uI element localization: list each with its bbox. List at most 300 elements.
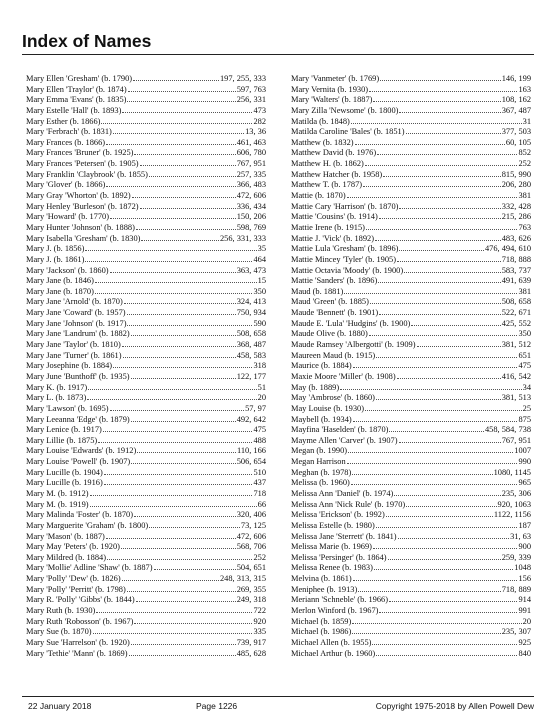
entry-pages: 416, 542 (501, 371, 531, 381)
dot-leader (399, 208, 500, 209)
dot-leader (90, 495, 253, 496)
entry-name: Mary May 'Peters' (b. 1920) (26, 542, 120, 552)
entry-pages: 583, 737 (501, 265, 531, 275)
entry-name: Mattie J. 'Vick' (b. 1892) (291, 233, 374, 243)
dot-leader (123, 357, 236, 358)
entry-name: Maxie Moore 'Miller' (b. 1908) (291, 371, 396, 381)
entry-pages: 472, 606 (236, 191, 266, 201)
index-entry (291, 510, 531, 521)
entry-name: Mary Ruth 'Robosson' (b. 1967) (26, 616, 134, 626)
dot-leader (107, 559, 252, 560)
entry-pages: 875 (518, 414, 531, 424)
dot-leader (149, 176, 236, 177)
index-entry (26, 106, 266, 117)
entry-name: Melissa Ann 'Daniel' (b. 1974) (291, 488, 394, 498)
dot-leader (98, 442, 252, 443)
index-entry (291, 446, 531, 457)
dot-leader (85, 261, 252, 262)
entry-pages: 722 (253, 606, 266, 616)
index-entry (26, 170, 266, 181)
entry-name: Mary Lenice (b. 1917) (26, 425, 102, 435)
index-entry (26, 404, 266, 415)
entry-pages: 367, 487 (501, 105, 531, 115)
dot-leader (352, 633, 500, 634)
dot-leader (133, 80, 219, 81)
entry-pages: 767, 951 (236, 159, 266, 169)
index-entry (26, 585, 266, 596)
entry-pages: 73, 125 (240, 520, 266, 530)
entry-name: Mary R. 'Polly' 'Gibbs' (b. 1844) (26, 595, 135, 605)
footer-divider (22, 696, 534, 697)
entry-pages: 66 (257, 499, 266, 509)
index-entry (26, 74, 266, 85)
index-entry (291, 170, 531, 181)
dot-leader (348, 452, 513, 453)
index-entry (26, 457, 266, 468)
entry-name: Mary Ellen 'Traylor' (b. 1874) (26, 84, 127, 94)
entry-pages: 488 (253, 435, 266, 445)
entry-name: Megan Harrison (291, 457, 346, 467)
dot-leader (131, 378, 236, 379)
entry-pages: 269, 355 (236, 584, 266, 594)
index-entry (291, 202, 531, 213)
entry-pages: 464 (253, 254, 266, 264)
entry-name: Meniphee (b. 1913) (291, 584, 358, 594)
entry-pages: 651 (518, 350, 531, 360)
entry-name: Mary Vernita (b. 1930) (291, 84, 369, 94)
index-entry (291, 532, 531, 543)
entry-name: Melissa Ann 'Nick Rule' (b. 1970) (291, 499, 406, 509)
entry-name: Mary 'Howard' (b. 1770) (26, 212, 110, 222)
index-entry (291, 489, 531, 500)
entry-pages: 20 (522, 616, 531, 626)
index-entry (26, 649, 266, 660)
entry-name: Mary Josephine (b. 1884) (26, 361, 113, 371)
index-entry (291, 361, 531, 372)
entry-pages: 508, 658 (501, 297, 531, 307)
dot-leader (101, 123, 252, 124)
entry-name: Mary June 'Bunthoff' (b. 1935) (26, 371, 130, 381)
dot-leader (389, 431, 483, 432)
dot-leader (383, 176, 501, 177)
index-entry (291, 117, 531, 128)
dot-leader (372, 644, 517, 645)
index-entry (26, 510, 266, 521)
index-entry (291, 234, 531, 245)
dot-leader (154, 569, 236, 570)
entry-name: Michael (b. 1986) (291, 627, 352, 637)
entry-pages: 335 (253, 627, 266, 637)
entry-name: Mary Mildred (b. 1884) (26, 552, 107, 562)
entry-name: Mary 'Glover' (b. 1866) (26, 180, 106, 190)
index-entry (291, 542, 531, 553)
index-entry (291, 606, 531, 617)
index-entry (291, 95, 531, 106)
entry-pages: 510 (253, 467, 266, 477)
entry-pages: 60, 105 (505, 137, 531, 147)
entry-pages: 318 (253, 361, 266, 371)
entry-name: Mary 'Tethie' 'Mann' (b. 1869) (26, 648, 128, 658)
entry-pages: 492, 642 (236, 414, 266, 424)
entry-pages: 900 (518, 542, 531, 552)
dot-leader (353, 367, 518, 368)
dot-leader (122, 346, 236, 347)
entry-name: Mary 'Jackson' (b. 1860) (26, 265, 109, 275)
dot-leader (379, 612, 517, 613)
dot-leader (136, 601, 236, 602)
entry-name: Matilda Caroline 'Bales' (b. 1851) (291, 127, 405, 137)
dot-leader (106, 144, 236, 145)
entry-name: Maurice (b. 1884) (291, 361, 352, 371)
index-entry (26, 223, 266, 234)
dot-leader (406, 133, 501, 134)
entry-pages: 508, 658 (236, 329, 266, 339)
index-entry (291, 340, 531, 351)
dot-leader (149, 527, 240, 528)
dot-leader (398, 538, 509, 539)
index-entry (291, 319, 531, 330)
entry-pages: 256, 331, 333 (219, 233, 266, 243)
dot-leader (90, 506, 257, 507)
entry-name: Mary Malinda 'Foster' (b. 1870) (26, 510, 133, 520)
index-entry (291, 372, 531, 383)
entry-pages: 156 (518, 574, 531, 584)
index-entry (26, 329, 266, 340)
entry-pages: 1080, 1145 (493, 467, 531, 477)
dot-leader (351, 484, 518, 485)
index-entry (26, 489, 266, 500)
entry-pages: 598, 769 (236, 222, 266, 232)
dot-leader (365, 165, 518, 166)
dot-leader (128, 91, 236, 92)
entry-name: Mary L. (b. 1873) (26, 393, 87, 403)
entry-name: Mary Henley 'Burleson' (b. 1872) (26, 201, 139, 211)
index-entry (291, 127, 531, 138)
dot-leader (104, 474, 253, 475)
title-divider (22, 54, 534, 55)
entry-pages: 252 (253, 552, 266, 562)
entry-pages: 491, 639 (501, 276, 531, 286)
dot-leader (380, 80, 501, 81)
entry-pages: 925 (518, 637, 531, 647)
entry-name: Meriann 'Schneble' (b. 1966) (291, 595, 388, 605)
dot-leader (113, 133, 244, 134)
entry-pages: 483, 626 (501, 233, 531, 243)
index-entry (26, 244, 266, 255)
entry-pages: 590 (253, 318, 266, 328)
dot-leader (344, 293, 517, 294)
entry-pages: 920, 1063 (497, 499, 531, 509)
entry-name: Mary J. (b. 1856) (26, 244, 85, 254)
index-entry (26, 319, 266, 330)
dot-leader (358, 591, 500, 592)
index-entry (291, 627, 531, 638)
dot-leader (394, 495, 500, 496)
index-entry (26, 372, 266, 383)
entry-pages: 461, 463 (236, 137, 266, 147)
entry-pages: 248, 313, 315 (219, 574, 266, 584)
entry-name: Mary Lucille (b. 1916) (26, 478, 103, 488)
index-entry (291, 223, 531, 234)
entry-pages: 324, 413 (236, 297, 266, 307)
entry-pages: 475 (518, 361, 531, 371)
dot-leader (389, 601, 517, 602)
entry-name: Mary Marguerite 'Graham' (b. 1800) (26, 520, 149, 530)
dot-leader (352, 623, 521, 624)
dot-leader (110, 218, 236, 219)
entry-pages: 122, 177 (236, 371, 266, 381)
entry-pages: 473 (253, 105, 266, 115)
index-entry (26, 308, 266, 319)
dot-leader (399, 250, 483, 251)
entry-pages: 259, 339 (501, 552, 531, 562)
entry-name: Mattie (b. 1870) (291, 191, 346, 201)
entry-pages: 840 (518, 648, 531, 658)
entry-name: Melvina (b. 1861) (291, 574, 352, 584)
dot-leader (417, 346, 501, 347)
index-entry (291, 595, 531, 606)
entry-name: Mary Frances 'Petersen' (b. 1905) (26, 159, 139, 169)
entry-name: Melissa Renee (b. 1983) (291, 563, 373, 573)
entry-name: Mayme Allen 'Carver' (b. 1907) (291, 435, 398, 445)
entry-name: Melissa Marie (b. 1969) (291, 542, 372, 552)
dot-leader (132, 197, 236, 198)
entry-name: Mary 'Ferbrach' (b. 1831) (26, 127, 112, 137)
entry-name: Mary Jane (b. 1870) (26, 286, 94, 296)
dot-leader (404, 272, 501, 273)
index-entry (26, 212, 266, 223)
entry-name: Mattie 'Sanders' (b. 1896) (291, 276, 378, 286)
entry-pages: 381 (518, 286, 531, 296)
index-entry (26, 553, 266, 564)
entry-pages: 31, 63 (510, 531, 531, 541)
dot-leader (369, 91, 517, 92)
footer-copyright: Copyright 1975-2018 by Allen Powell Dew (375, 701, 534, 711)
index-entry (26, 138, 266, 149)
entry-name: Melissa Jane 'Sterrett' (b. 1841) (291, 531, 397, 541)
entry-pages: 366, 483 (236, 180, 266, 190)
index-entry (291, 436, 531, 447)
dot-leader (340, 389, 521, 390)
entry-name: Mary Lucille (b. 1904) (26, 467, 103, 477)
entry-pages: 852 (518, 148, 531, 158)
entry-pages: 249, 318 (236, 595, 266, 605)
entry-pages: 1122, 1156 (493, 510, 531, 520)
index-entry (26, 383, 266, 394)
dot-leader (376, 527, 518, 528)
dot-leader (87, 399, 256, 400)
entry-name: Maybell (b. 1934) (291, 414, 352, 424)
index-entry (291, 500, 531, 511)
entry-name: May (b. 1889) (291, 382, 340, 392)
dot-leader (399, 112, 500, 113)
entry-pages: 25 (522, 403, 531, 413)
entry-pages: 504, 651 (236, 563, 266, 573)
entry-name: Matilda (b. 1848) (291, 116, 350, 126)
index-entry (26, 446, 266, 457)
entry-name: Matthew David (b. 1976) (291, 148, 377, 158)
entry-name: Mary Sue 'Harrelson' (b. 1920) (26, 637, 130, 647)
index-column-right (291, 74, 531, 659)
entry-pages: 187 (518, 520, 531, 530)
entry-pages: 20 (257, 393, 266, 403)
entry-name: Mary Jane 'Arnold' (b. 1870) (26, 297, 123, 307)
entry-pages: 485, 628 (236, 648, 266, 658)
entry-name: Matthew (b. 1832) (291, 137, 354, 147)
entry-name: Merlon Winford (b. 1967) (291, 606, 379, 616)
dot-leader (124, 303, 236, 304)
entry-name: Mary Hunter 'Johnson' (b. 1888) (26, 222, 135, 232)
entry-name: Mattie Lula 'Gresham' (b. 1896) (291, 244, 399, 254)
dot-leader (370, 303, 501, 304)
dot-leader (85, 250, 256, 251)
entry-name: Mary Isabella 'Gresham' (b. 1830) (26, 233, 141, 243)
entry-name: Mary 'Mason' (b. 1887) (26, 531, 105, 541)
index-entry (291, 351, 531, 362)
entry-pages: 920 (253, 616, 266, 626)
entry-name: Melissa Estelle (b. 1980) (291, 520, 375, 530)
entry-pages: 57, 97 (245, 403, 266, 413)
entry-pages: 146, 199 (501, 74, 531, 83)
dot-leader (351, 123, 522, 124)
index-entry (26, 574, 266, 585)
index-entry (26, 287, 266, 298)
index-entry (291, 329, 531, 340)
index-entry (26, 351, 266, 362)
entry-name: Mary Jane 'Coward' (b. 1957) (26, 308, 126, 318)
index-entry (291, 383, 531, 394)
entry-pages: 991 (518, 606, 531, 616)
dot-leader (96, 612, 252, 613)
entry-pages: 750, 934 (236, 308, 266, 318)
entry-name: Mary Jane 'Turner' (b. 1861) (26, 350, 122, 360)
entry-pages: 31 (522, 116, 531, 126)
entry-pages: 108, 162 (501, 95, 531, 105)
entry-name: Mary Estelle 'Hall' (b. 1893) (26, 105, 122, 115)
index-entry (291, 393, 531, 404)
page-title: Index of Names (22, 31, 152, 51)
index-entry (291, 180, 531, 191)
index-entry (26, 340, 266, 351)
dot-leader (376, 357, 517, 358)
index-entry (291, 425, 531, 436)
index-entry (291, 297, 531, 308)
index-entry (291, 574, 531, 585)
entry-name: Melissa (b. 1960) (291, 478, 350, 488)
dot-leader (374, 569, 513, 570)
dot-leader (127, 101, 235, 102)
dot-leader (397, 261, 501, 262)
entry-pages: 257, 335 (236, 169, 266, 179)
entry-name: Mary Ruth (b. 1930) (26, 606, 96, 616)
entry-name: Maude 'Bennett' (b. 1901) (291, 308, 379, 318)
dot-leader (122, 112, 252, 113)
index-entry (291, 148, 531, 159)
index-entry (291, 287, 531, 298)
dot-leader (378, 282, 500, 283)
entry-pages: 425, 552 (501, 318, 531, 328)
entry-pages: 965 (518, 478, 531, 488)
dot-leader (134, 154, 235, 155)
dot-leader (352, 474, 492, 475)
index-entry (26, 148, 266, 159)
dot-leader (134, 516, 236, 517)
entry-pages: 437 (253, 478, 266, 488)
index-entry (291, 404, 531, 415)
entry-pages: 150, 206 (236, 212, 266, 222)
dot-leader (375, 240, 501, 241)
index-entry (291, 244, 531, 255)
entry-name: Mary 'Mollie' Adline 'Shaw' (b. 1887) (26, 563, 153, 573)
dot-leader (131, 335, 236, 336)
entry-name: Mary Jane 'Taylor' (b. 1810) (26, 340, 121, 350)
dot-leader (406, 506, 496, 507)
entry-name: Maude Ramsey 'Albergotti' (b. 1909) (291, 340, 416, 350)
entry-name: Mary M. (b. 1912) (26, 488, 89, 498)
dot-leader (365, 410, 522, 411)
entry-pages: 718 (253, 488, 266, 498)
index-entry (291, 308, 531, 319)
entry-name: Mary M. (b. 1919) (26, 499, 89, 509)
dot-leader (131, 644, 236, 645)
dot-leader (110, 410, 244, 411)
entry-pages: 252 (518, 159, 531, 169)
entry-pages: 110, 166 (236, 446, 266, 456)
index-entry (26, 563, 266, 574)
entry-pages: 381, 512 (501, 340, 531, 350)
entry-pages: 256, 331 (236, 95, 266, 105)
index-entry (26, 627, 266, 638)
entry-pages: 13, 36 (245, 127, 266, 137)
entry-name: Mary K. (b. 1917) (26, 382, 88, 392)
entry-name: Maud (b. 1881) (291, 286, 344, 296)
index-entry (26, 95, 266, 106)
index-entry (26, 436, 266, 447)
entry-pages: 35 (257, 244, 266, 254)
entry-name: Mattie 'Cousins' (b. 1914) (291, 212, 378, 222)
entry-pages: 282 (253, 116, 266, 126)
entry-pages: 215, 286 (501, 212, 531, 222)
dot-leader (366, 229, 517, 230)
index-entry (26, 117, 266, 128)
entry-pages: 350 (518, 329, 531, 339)
entry-name: Mary Louise 'Powell' (b. 1907) (26, 457, 131, 467)
index-entry (291, 276, 531, 287)
entry-name: Mary Gray 'Whorton' (b. 1892) (26, 191, 131, 201)
entry-name: Maude Olive (b. 1880) (291, 329, 368, 339)
footer-date: 22 January 2018 (28, 701, 92, 711)
index-entry (26, 85, 266, 96)
index-entry (26, 425, 266, 436)
index-entry (26, 361, 266, 372)
dot-leader (355, 144, 505, 145)
index-entry (291, 255, 531, 266)
entry-name: Mary Ellen 'Gresham' (b. 1790) (26, 74, 133, 83)
entry-pages: 718, 889 (501, 584, 531, 594)
entry-pages: 336, 434 (236, 201, 266, 211)
entry-pages: 1048 (514, 563, 531, 573)
index-entry (26, 542, 266, 553)
dot-leader (353, 421, 518, 422)
entry-name: Mary 'Walters' (b. 1887) (291, 95, 373, 105)
dot-leader (134, 623, 252, 624)
entry-pages: 320, 406 (236, 510, 266, 520)
entry-pages: 914 (518, 595, 531, 605)
entry-pages: 1007 (514, 446, 531, 456)
entry-name: Mattie Octavia 'Moody' (b. 1900) (291, 265, 404, 275)
entry-pages: 51 (257, 382, 266, 392)
index-entry (26, 638, 266, 649)
